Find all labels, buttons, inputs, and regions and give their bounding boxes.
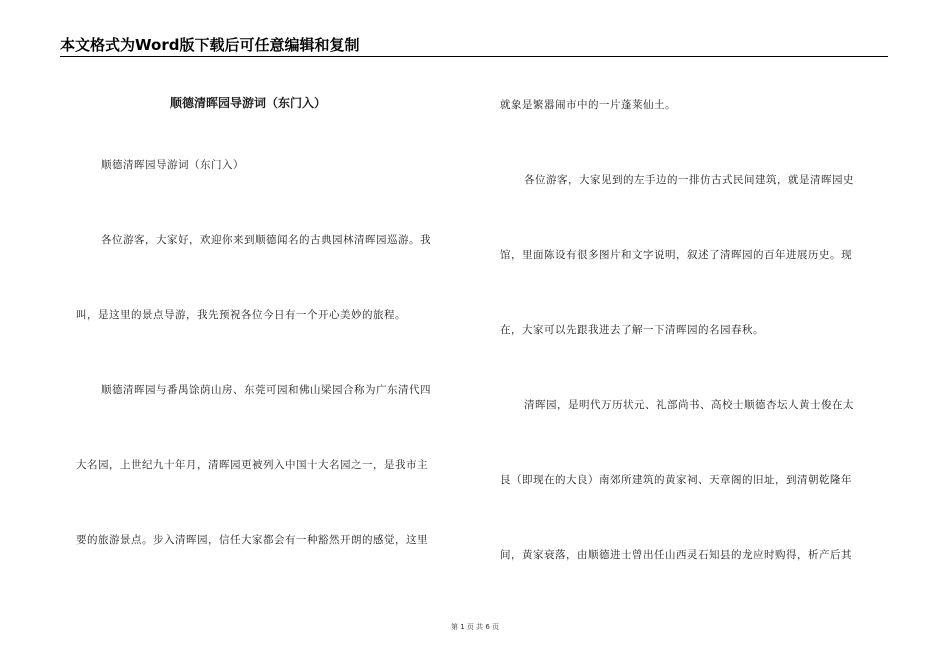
left-line-5: 大名园，上世纪九十年月，清晖园更被列入中国十大名园之一，是我市主 (76, 459, 428, 471)
right-line-3: 馆，里面陈设有很多图片和文字说明，叙述了清晖园的百年进展历史。现 (500, 249, 852, 261)
page-number: 第 1 页 共 6 页 (450, 623, 500, 631)
right-line-4: 在，大家可以先跟我进去了解一下清晖园的名园春秋。 (500, 324, 764, 336)
header-divider (60, 56, 888, 57)
right-line-1: 就象是繁嚣闹市中的一片蓬莱仙土。 (500, 99, 676, 111)
right-line-6: 艮（即现在的大良）南郊所建筑的黄家祠、天章阁的旧址，到清朝乾隆年 (500, 474, 852, 486)
left-line-6: 要的旅游景点。步入清晖园，信任大家都会有一种豁然开朗的感觉，这里 (76, 534, 428, 546)
left-line-1: 顺德清晖园导游词（东门入） (101, 159, 244, 171)
left-line-3: 叫，是这里的景点导游，我先预祝各位今日有一个开心美妙的旅程。 (76, 309, 406, 321)
document-title: 顺德清晖园导游词（东门入） (170, 96, 327, 110)
document-header (60, 34, 888, 56)
right-line-7: 间，黄家衰落，由顺德进士曾出任山西灵石知县的龙应时购得，析产后其 (500, 549, 852, 561)
right-line-2: 各位游客，大家见到的左手边的一排仿古式民间建筑，就是清晖园史 (524, 174, 854, 186)
left-line-2: 各位游客，大家好，欢迎你来到顺德闻名的古典园林清晖园巡游。我 (101, 234, 431, 246)
header-title: 本文格式为Word版下载后可任意编辑和复制 (60, 36, 360, 54)
left-line-4: 顺德清晖园与番禺馀荫山房、东莞可园和佛山梁园合称为广东清代四 (101, 384, 431, 396)
right-line-5: 清晖园，是明代万历状元、礼部尚书、高校士顺德杏坛人黄士俊在太 (524, 399, 854, 411)
